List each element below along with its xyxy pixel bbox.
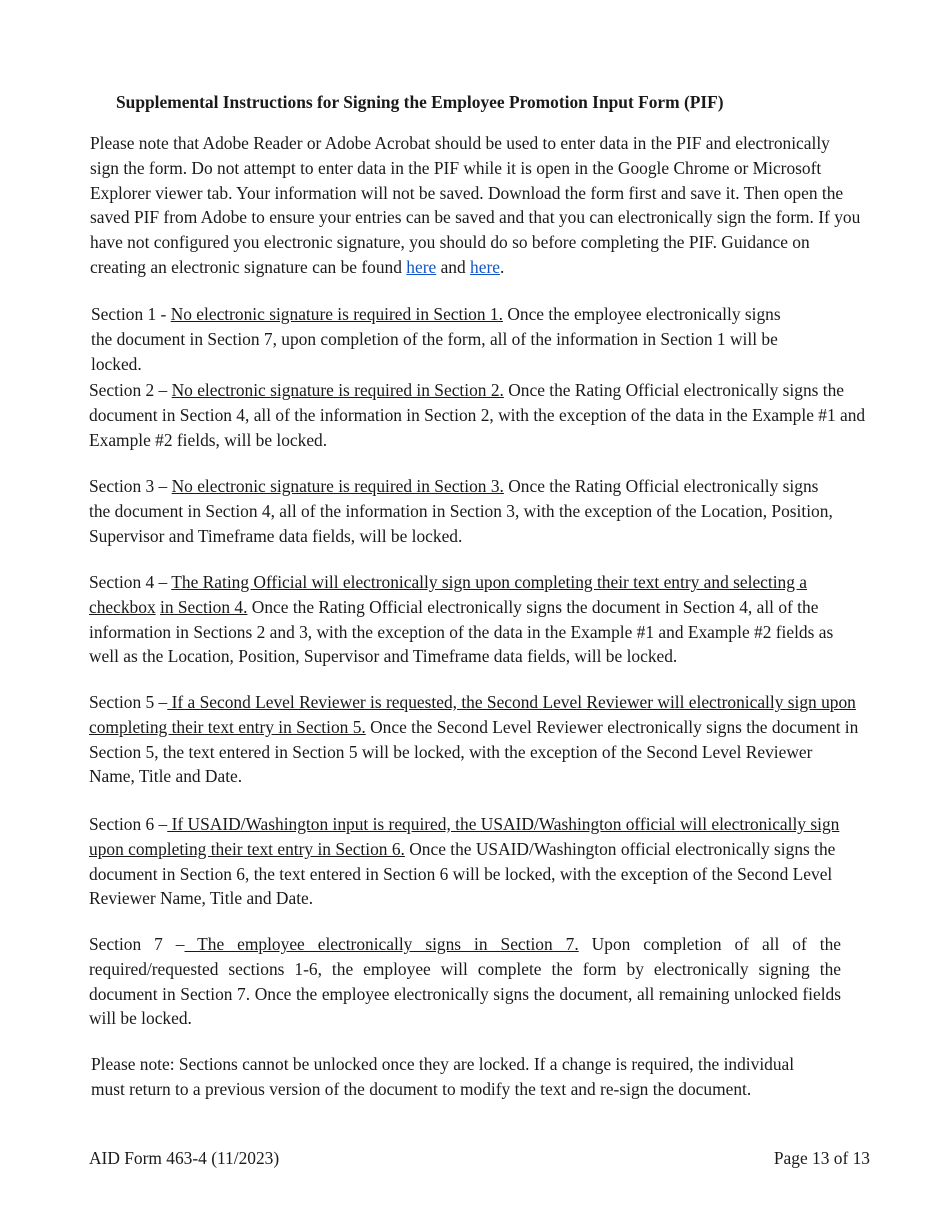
intro-and: and <box>436 256 471 277</box>
section-5-paragraph <box>89 690 859 789</box>
section-5-text: Once the Second Level Reviewer electronically signs the document in Section 5, the text entered in Section 5 will be locked, with the exception of the Second Level Reviewer Name, Title and Date. <box>89 716 859 787</box>
section-1-requirement: No electronic signature is required in Section 1. <box>170 304 503 324</box>
section-7-prefix: Section 7 – <box>89 934 185 954</box>
section-5-requirement: If a Second Level Reviewer is requested, the Second Level Reviewer will electronically sign upon completing their text entry in Section 5. <box>89 692 856 737</box>
section-1-paragraph <box>91 302 803 376</box>
section-7-requirement: The employee electronically signs in Section 7. <box>184 934 579 954</box>
intro-end: . <box>499 256 505 277</box>
section-5-prefix: Section 5 – <box>89 692 168 712</box>
section-1-text: Once the employee electronically signs the document in Section 7, upon completion of the form, all of the information in Section 1 will be locked. <box>91 304 781 374</box>
section-3-prefix: Section 3 – <box>89 476 172 496</box>
section-4-paragraph <box>89 570 864 669</box>
page-title: Supplemental Instructions for Signing the Employee Promotion Input Form (PIF) <box>116 92 724 112</box>
footer-page-number: Page 13 of 13 <box>773 1148 870 1168</box>
intro-paragraph <box>90 131 862 280</box>
section-6-paragraph <box>89 812 859 911</box>
section-4-requirement: The Rating Official will electronically sign upon completing their text entry and selecting a checkbox <box>89 572 807 617</box>
signature-guidance-link-1[interactable]: here <box>406 256 437 277</box>
intro-text: Please note that Adobe Reader or Adobe Acrobat should be used to enter data in the PIF and electronically sign the form. Do not attempt to enter data in the PIF while it is open in the Google Chrome or Microsoft Explorer viewer tab. Your information will not be saved. Download the form first and save it. Then open the saved PIF from Adobe to ensure your entries can be saved and that you can electronically sign the form. If you have not configured you electronic signature, you should do so before completing the PIF. Guidance on creating an electronic signature can be found <box>90 133 861 277</box>
section-3-text: Once the Rating Official electronically signs the document in Section 4, all of the information in Section 3, with the exception of the Location, Position, Supervisor and Timeframe data fields, will be locked. <box>89 476 833 546</box>
section-3-requirement: No electronic signature is required in Section 3. <box>171 476 504 496</box>
section-1-prefix: Section 1 - <box>91 304 171 324</box>
footer-form-id: AID Form 463-4 (11/2023) <box>89 1148 280 1168</box>
signature-guidance-link-2[interactable]: here <box>470 256 500 277</box>
section-2-text: Once the Rating Official electronically signs the document in Section 4, all of the information in Section 2, with the exception of the data in the Example #1 and Example #2 fields, will be locked. <box>89 380 866 450</box>
section-4-text: Once the Rating Official electronically signs the document in Section 4, all of the information in Sections 2 and 3, with the exception of the data in the Example #1 and Example #2 fields as well as the Location, Position, Supervisor and Timeframe data fields, will be locked. <box>89 596 834 667</box>
section-7-text: Upon completion of all of the required/requested sections 1-6, the employee will complete the form by electronically signing the document in Section 7. Once the employee electronically signs the document, all remaining unlocked fields will be locked. <box>89 934 842 1029</box>
section-2-paragraph <box>89 378 874 452</box>
section-4-requirement-location: in Section 4. <box>160 596 248 617</box>
section-6-requirement: If USAID/Washington input is required, the USAID/Washington official will electronically sign upon completing their text entry in Section 6. <box>89 814 840 859</box>
section-2-prefix: Section 2 – <box>89 380 172 400</box>
section-7-paragraph <box>89 932 841 1031</box>
section-6-prefix: Section 6 – <box>89 814 168 834</box>
section-3-paragraph <box>89 474 837 548</box>
section-6-text: Once the USAID/Washington official electronically signs the document in Section 6, the text entered in Section 6 will be locked, with the exception of the Second Level Reviewer Name, Title and Date. <box>89 838 836 909</box>
closing-note: Please note: Sections cannot be unlocked once they are locked. If a change is required, the individual must return to a previous version of the document to modify the text and re-sign the document. <box>91 1054 795 1099</box>
section-2-requirement: No electronic signature is required in Section 2. <box>171 380 504 400</box>
section-4-prefix: Section 4 – <box>89 572 172 592</box>
